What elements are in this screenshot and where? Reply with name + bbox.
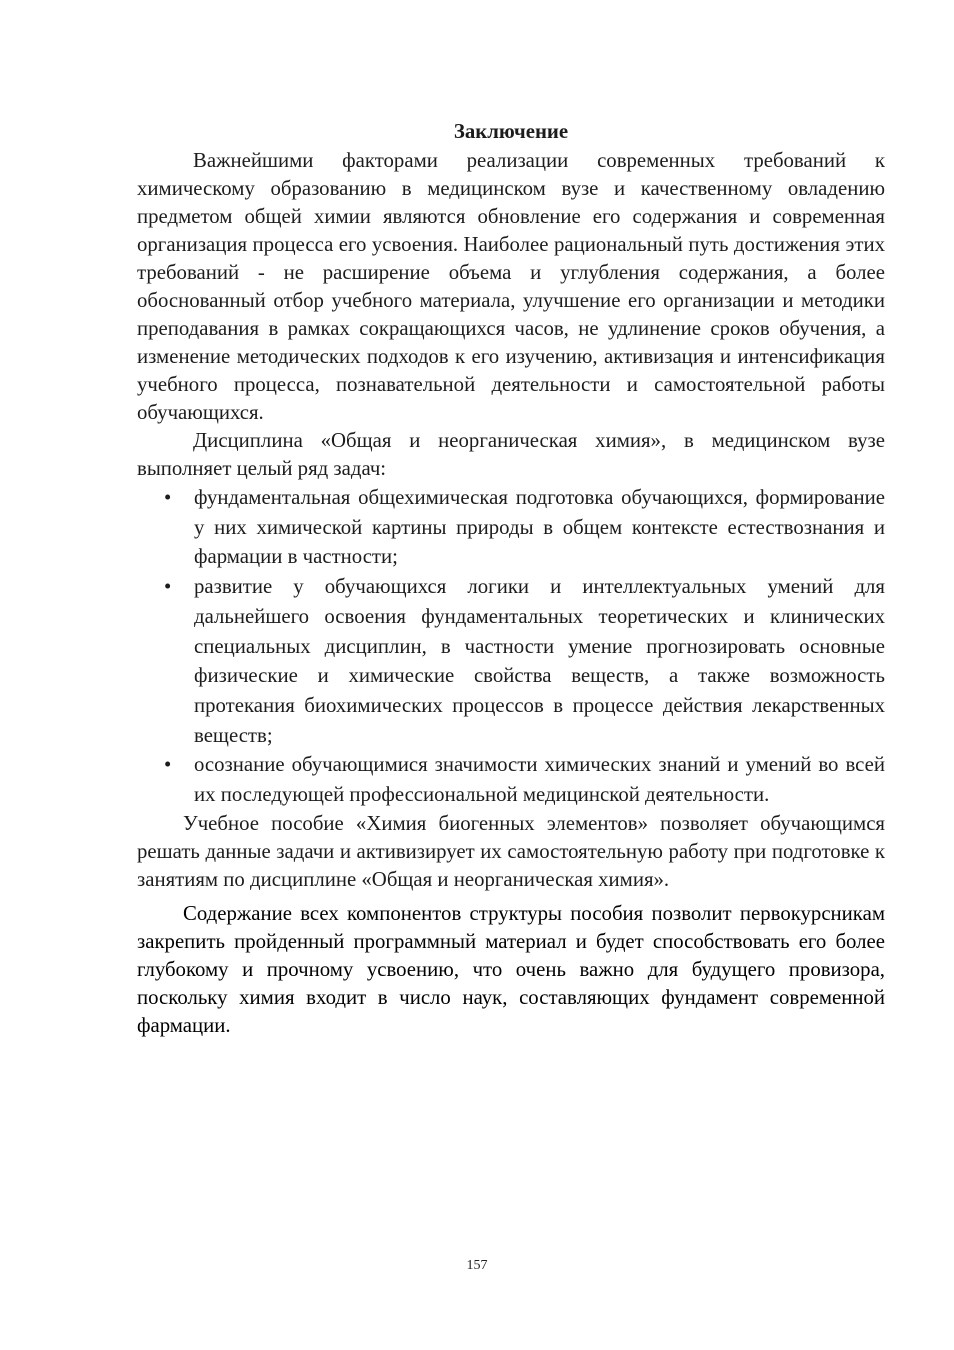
list-item-text: осознание обучающимися значимости химических знаний и умений во всей их последующей профессиональной медицинской деятельности.: [194, 753, 885, 807]
page-content: [137, 118, 885, 1040]
list-item-text: развитие у обучающихся логики и интеллектуальных умений для дальнейшего освоения фундаментальных теоретических и клинических специальных дисциплин, в частности умение прогнозировать основные физические и химические свойства веществ, а также возможность протекания биохимических процессов в процессе действия лекарственных веществ;: [194, 575, 885, 747]
bullet-icon: •: [164, 575, 172, 599]
page-number: 157: [466, 1258, 488, 1273]
tasks-list: [137, 483, 885, 810]
list-item: [164, 750, 885, 809]
paragraph-conclusion: Содержание всех компонентов структуры пособия позволит первокурсникам закрепить пройденный программный материал и будет способствовать его более глубокому и прочному усвоению, что очень важно для будущего провизора, поскольку химия входит в число наук, составляющих фундамент современной фармации.: [137, 901, 885, 1037]
section-title: Заключение: [453, 120, 569, 143]
bullet-icon: •: [164, 486, 172, 509]
paragraph-textbook: Учебное пособие «Химия биогенных элементов» позволяет обучающимся решать данные задачи и активизирует их самостоятельную работу при подготовке к занятиям по дисциплине «Общая и неорганическая химия».: [137, 811, 885, 891]
list-item-text: фундаментальная общехимическая подготовка обучающихся, формирование у них химической картины природы в общем контексте естествознания и фармации в частности;: [194, 486, 885, 569]
paragraph-intro: Важнейшими факторами реализации современных требований к химическому образованию в медицинском вузе и качественному овладению предметом общей химии являются обновление его содержания и современная организация процесса его усвоения. Наиболее рациональный путь достижения этих требований - не расширение объема и углубления содержания, а более обоснованный отбор учебного материала, улучшение его организации и методики преподавания в рамках сокращающихся часов, не удлинение сроков обучения, а изменение методических подходов к его изучению, активизация и интенсификация учебного процесса, познавательной деятельности и самостоятельной работы обучающихся.: [137, 149, 885, 424]
paragraph-discipline: Дисциплина «Общая и неорганическая химия», в медицинском вузе выполняет целый ряд задач:: [137, 429, 885, 480]
list-item: [164, 483, 885, 572]
bullet-icon: •: [164, 753, 172, 777]
list-item: [164, 572, 885, 750]
